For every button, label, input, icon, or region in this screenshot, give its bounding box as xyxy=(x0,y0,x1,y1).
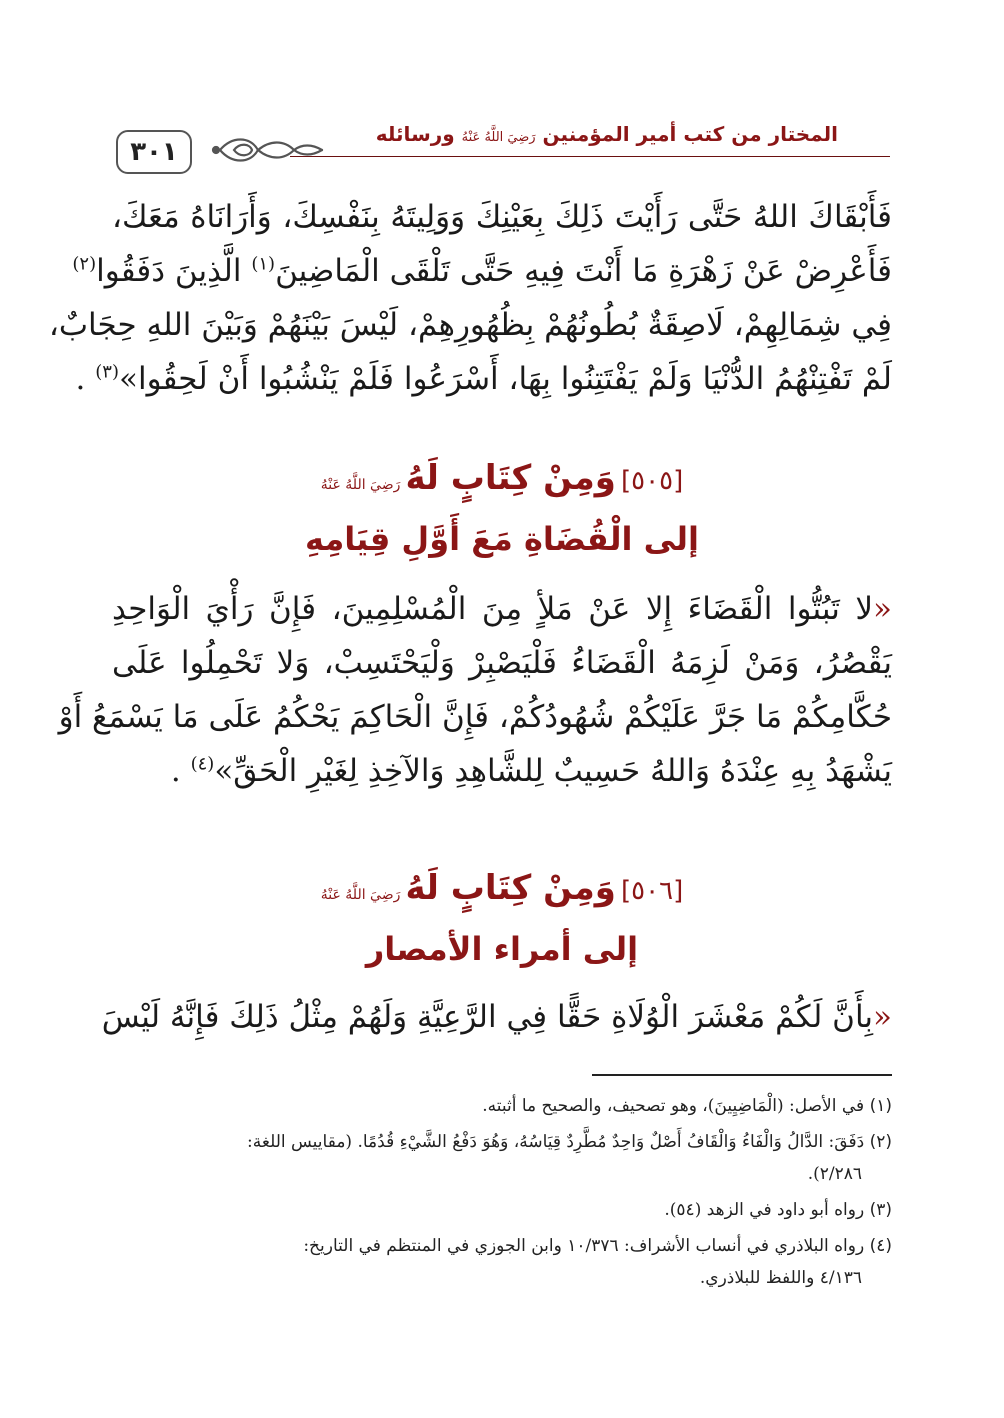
footnote-continuation: ٤/١٣٦ واللفظ للبلاذري. xyxy=(699,1268,862,1288)
arabesque-ornament-icon xyxy=(210,132,330,168)
section-505-number: [٥٠٥] xyxy=(621,466,684,496)
section-505-subtitle: إلى الْقُضَاةِ مَعَ أَوَّلِ قِيَامِهِ xyxy=(305,520,699,558)
section-506-honorific: رَضِيَ اللَّهُ عَنْهُ xyxy=(320,887,401,903)
header-title-suffix: ورسائله xyxy=(375,122,455,146)
intro-line-4-end: . xyxy=(75,361,96,397)
section-505-line-2: يَقْصُرُ، وَمَنْ لَزِمَهُ الْقَضَاءُ فَلْيَصْبِرْ وَلْيَحْتَسِبْ، وَلا تَحْمِلُوا عَلَى xyxy=(112,645,892,681)
intro-line-4-text: لَمْ تَفْتِنْهُمُ الدُّنْيَا وَلَمْ يَفْتَتِنُوا بِهَا، أَسْرَعُوا فَلَمْ يَنْشُبُوا أَنْ لَحِقُوا» xyxy=(119,361,892,397)
section-505-title: وَمِنْ كِتَابٍ لَهُ xyxy=(405,458,616,498)
footnote-number: (٤) xyxy=(869,1236,892,1256)
footnote-text: في الأصل: (الْمَاضِيِينَ)، وهو تصحيف، والصحيح ما أثبته. xyxy=(482,1096,865,1116)
footnote-text: رواه البلاذري في أنساب الأشراف: ١٠/٣٧٦ وابن الجوزي في المنتظم في التاريخ: xyxy=(303,1236,865,1256)
header-title xyxy=(376,122,838,146)
intro-line-4 xyxy=(75,352,892,406)
page-number: ٣٠١ xyxy=(116,130,192,174)
footnote-ref-3[interactable]: (٣) xyxy=(95,361,119,383)
footnote-text: رواه أبو داود في الزهد (٥٤). xyxy=(664,1200,865,1220)
intro-paragraph xyxy=(48,190,892,406)
footnote-1 xyxy=(112,1090,892,1122)
section-505-heading xyxy=(112,458,892,498)
footnote-number: (٣) xyxy=(869,1200,892,1220)
footnote-number: (٢) xyxy=(869,1132,892,1152)
section-505-line-4-text: يَشْهَدُ بِهِ عِنْدَهُ وَاللهُ حَسِيبٌ لِلشَّاهِدِ وَالآخِذِ لِغَيْرِ الْحَقِّ» xyxy=(214,753,892,789)
section-505-line-1 xyxy=(112,582,892,636)
footnote-continuation: ٢/٢٨٦). xyxy=(807,1164,862,1184)
open-quote: « xyxy=(873,591,892,627)
footnote-2 xyxy=(112,1126,892,1190)
intro-line-1: فَأَبْقَاكَ اللهُ حَتَّى رَأَيْتَ ذَلِكَ بِعَيْنِكَ وَوَلِيتَهُ بِنَفْسِكَ، وَأَرَانَاهُ مَعَكَ، xyxy=(112,199,892,235)
footnote-ref-2[interactable]: (٢) xyxy=(72,253,97,275)
running-header xyxy=(110,112,890,172)
section-505-line-4 xyxy=(112,744,892,798)
section-506-text xyxy=(101,990,892,1044)
intro-line-2-text: فَأَعْرِضْ عَنْ زَهْرَةِ مَا أَنْتَ فِيهِ حَتَّى تَلْقَى الْمَاضِينَ xyxy=(275,253,892,289)
footnote-ref-1[interactable]: (١) xyxy=(251,253,276,275)
footnote-ref-4[interactable]: (٤) xyxy=(190,753,215,775)
section-506-number: [٥٠٦] xyxy=(621,876,684,906)
footnote-4 xyxy=(112,1230,892,1294)
open-quote: « xyxy=(873,999,892,1035)
section-505-line-4-end: . xyxy=(170,753,191,789)
intro-line-2-tail: الَّذِينَ دَفَقُوا xyxy=(96,253,252,289)
section-506-heading xyxy=(112,868,892,908)
footnote-number: (١) xyxy=(869,1096,892,1116)
section-506-title: وَمِنْ كِتَابٍ لَهُ xyxy=(405,868,616,908)
footnote-3 xyxy=(112,1194,892,1226)
header-honorific: رَضِيَ اللَّهُ عَنْهُ xyxy=(461,130,536,145)
section-505-text xyxy=(58,582,892,798)
section-506-subtitle: إلى أمراء الأمصار xyxy=(365,930,639,968)
header-rule xyxy=(290,156,890,157)
section-506-line-1-text: بِأَنَّ لَكُمْ مَعْشَرَ الْوُلَاةِ حَقًّا فِي الرَّعِيَّةِ وَلَهُمْ مِثْلُ ذَلِكَ فَإِنَّهُ لَيْسَ xyxy=(101,999,874,1035)
footnotes xyxy=(112,1090,892,1298)
section-506-line-1 xyxy=(101,990,892,1044)
intro-line-2 xyxy=(72,244,892,298)
footnote-text: دَفَقَ: الدَّالُ وَالْفَاءُ وَالْقَافُ أَصْلٌ وَاحِدٌ مُطَّرِدٌ قِيَاسُهُ، وَهُوَ دَفْعُ الشَّيْءِ قُدُمًا. (مقاييس اللغة: xyxy=(247,1132,865,1152)
header-title-text: المختار من كتب أمير المؤمنين xyxy=(542,122,838,146)
section-505-line-3: حُكَّامِكُمْ مَا جَرَّ عَلَيْكُمْ شُهُودُكُمْ، فَإِنَّ الْحَاكِمَ يَحْكُمُ عَلَى مَا يَسْمَعُ أَوْ xyxy=(58,699,892,735)
footnote-rule xyxy=(592,1074,892,1076)
section-505-honorific: رَضِيَ اللَّهُ عَنْهُ xyxy=(320,477,401,493)
intro-line-3: فِي شِمَالِهِمْ، لَاصِقَةٌ بُطُونُهُمْ بِظُهُورِهِمْ، لَيْسَ بَيْنَهُمْ وَبَيْنَ اللهِ حِجَابٌ، xyxy=(48,307,892,343)
section-505-line-1-text: لا تَبُتُّوا الْقَضَاءَ إِلا عَنْ مَلأٍ مِنَ الْمُسْلِمِينَ، فَإِنَّ رَأْيَ الْوَاحِدِ xyxy=(112,591,874,627)
